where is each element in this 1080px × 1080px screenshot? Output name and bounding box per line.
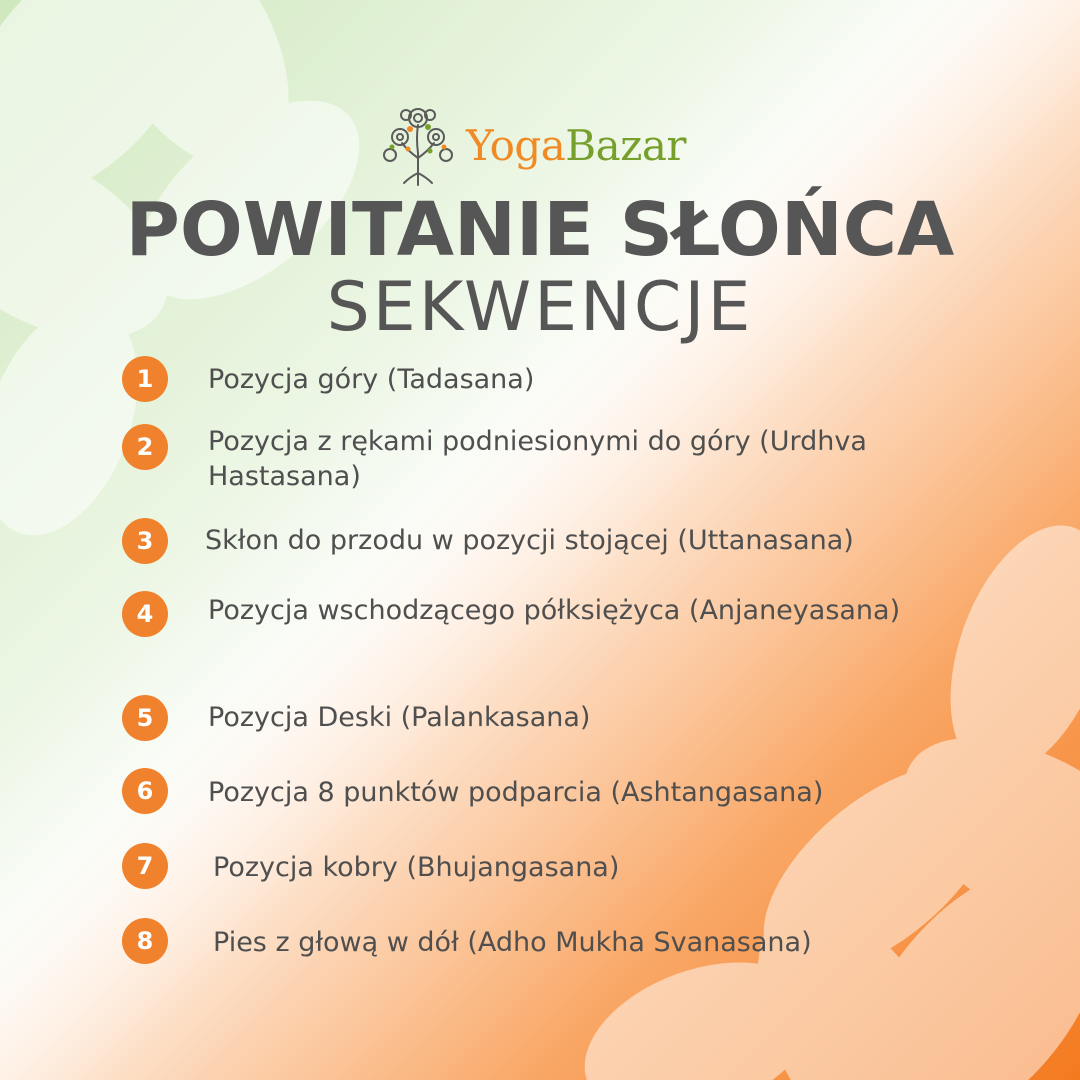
tree-of-life-icon bbox=[380, 103, 456, 187]
page-title: POWITANIE SŁOŃCA bbox=[125, 187, 955, 273]
step-number-badge: 6 bbox=[122, 768, 168, 814]
step-label: Skłon do przodu w pozycji stojącej (Uttanasana) bbox=[205, 525, 854, 556]
brand-name-bazar: Bazar bbox=[565, 120, 686, 170]
page-subtitle: SEKWENCJE bbox=[326, 268, 754, 347]
step-number-badge: 4 bbox=[122, 591, 168, 637]
step-number-badge: 1 bbox=[122, 356, 168, 402]
brand-name-yoga: Yoga bbox=[466, 120, 566, 170]
step-number-badge: 5 bbox=[122, 695, 168, 741]
step-number-badge: 7 bbox=[122, 843, 168, 889]
brand-name bbox=[466, 121, 686, 170]
step-label: Pozycja wschodzącego półksiężyca (Anjaneyasana) bbox=[208, 595, 901, 626]
step-number-badge: 3 bbox=[122, 518, 168, 564]
step-label: Pozycja kobry (Bhujangasana) bbox=[213, 852, 620, 883]
step-number-badge: 2 bbox=[122, 424, 168, 470]
step-label: Pozycja z rękami podniesionymi do góry (Urdhva Hastasana) bbox=[208, 426, 867, 492]
step-label: Pozycja góry (Tadasana) bbox=[208, 364, 535, 395]
step-label: Pozycja Deski (Palankasana) bbox=[208, 702, 591, 733]
step-number-badge: 8 bbox=[122, 918, 168, 964]
brand-logo bbox=[380, 102, 700, 188]
step-label: Pozycja 8 punktów podparcia (Ashtangasana) bbox=[208, 777, 824, 808]
step-label: Pies z głową w dół (Adho Mukha Svanasana) bbox=[213, 927, 812, 958]
